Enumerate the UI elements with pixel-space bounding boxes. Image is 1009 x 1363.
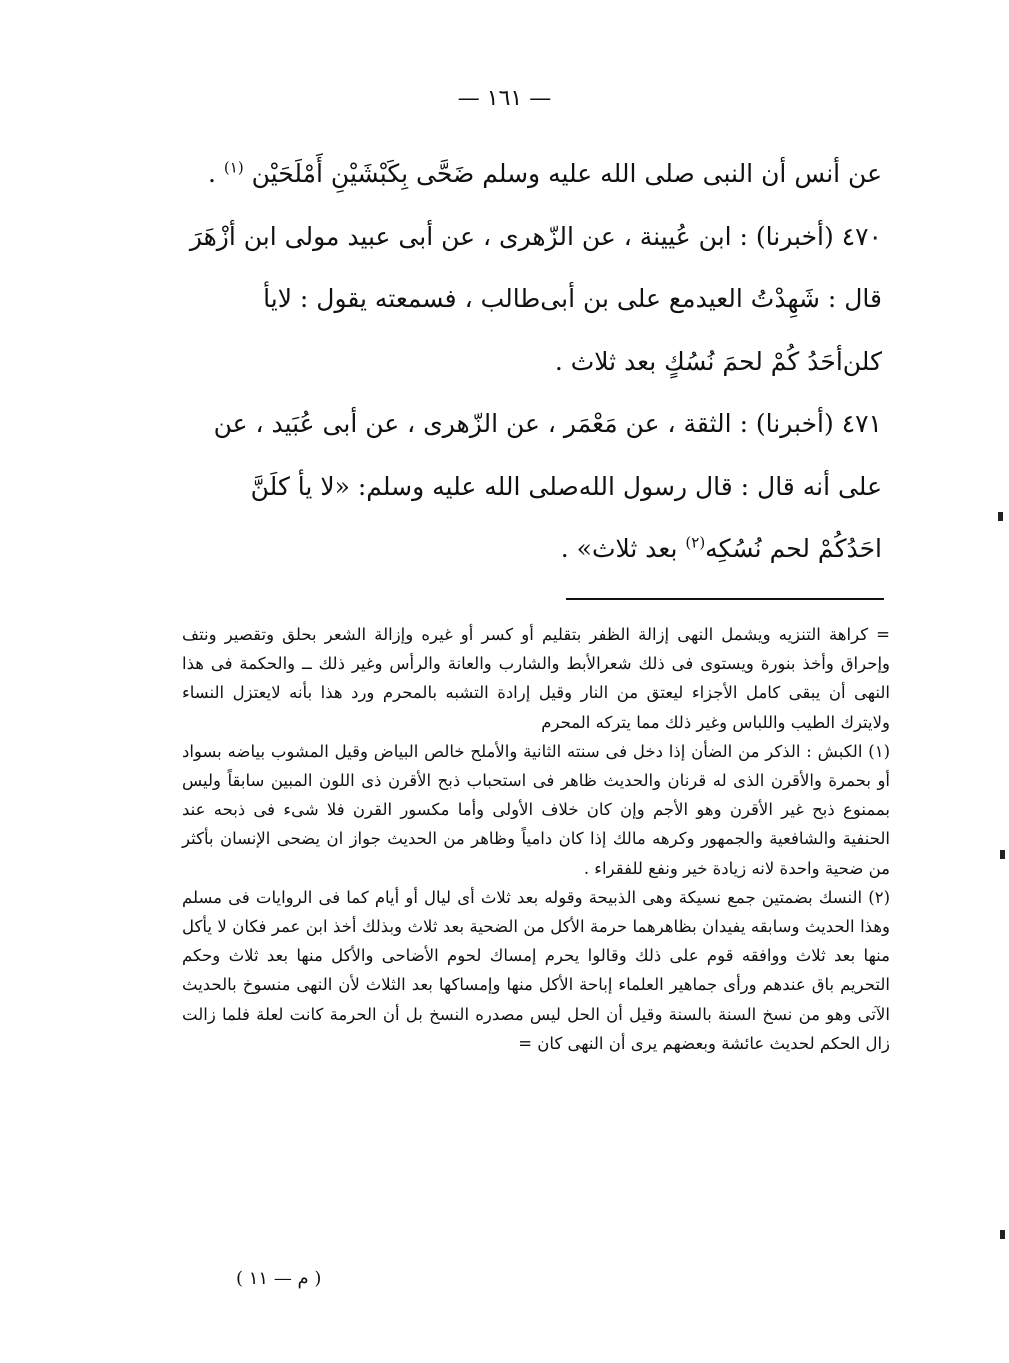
sentence-end: . — [208, 159, 216, 188]
hadith-471 — [182, 393, 882, 581]
footnotes — [182, 620, 890, 1058]
text-line-anas — [182, 143, 882, 206]
hadith-471-text: ٤٧١ (أخبرنا) : الثقة ، عن مَعْمَر ، عن الزّهرى ، عن أبى عُبَيد ، عن على أنه قال : قال رسول الله‌صلى الله عليه وسلم: «لا يأ كلَنَّ احَدُكُمْ لحم نُسُكِه — [213, 409, 882, 563]
anas-narration: عن أنس أن النبى صلى الله عليه وسلم ضَحَّى بِكَبْشَيْنِ أَمْلَحَيْن — [251, 159, 882, 188]
margin-mark — [1000, 1230, 1005, 1239]
hadith-470: ٤٧٠ (أخبرنا) : ابن عُيينة ، عن الزّهرى ، عن أبى عبيد مولى ابن أزْهَرَ قال : شَهِدْتُ العيدمع على بن أبى‌طالب ، فسمعته يقول : لايأ كلن‌أحَدُ كُمْ لحمَ نُسُكٍ بعد ثلاث . — [189, 221, 882, 376]
signature-mark: ( م — ١١ ) — [236, 1268, 322, 1289]
footnote-separator — [566, 598, 884, 600]
hadith-471-end: بعد ثلاث» . — [560, 534, 678, 563]
main-text — [182, 143, 882, 581]
footnote-marker-2: (٢) — [685, 533, 706, 552]
footnote-continuation: = كراهة التنزيه ويشمل النهى إزالة الظفر بتقليم أو كسر أو غيره وإزالة الشعر بحلق وتقصير ونتف وإحراق وأخذ بنورة ويستوى فى ذلك شعرالأبط والشارب والعانة والرأس وغير ذلك ــ والحكمة فى هذا النهى أن يبقى كامل الأجزاء ليعتق من النار وقيل إرادة التشبه بالمحرم ورد هذا بأنه لايعتزل النساء ولايترك الطيب واللباس وغير ذلك مما يتركه المحرم — [182, 625, 890, 732]
margin-mark — [1000, 850, 1005, 859]
page-number: — ١٦١ — — [457, 86, 552, 111]
footnote-2: (٢) النسك بضمتين جمع نسيكة وهى الذبيحة وقوله بعد ثلاث أى ليال أو أيام كما فى الروايات فى مسلم وهذا الحديث وسابقه يفيدان بظاهرهما حرمة الأكل من الضحية بعد ثلاث وبذلك أخذ ابن عمر فكان لا يأكل منها بعد ثلاث ووافقه قوم على ذلك وقالوا يحرم إمساك لحوم الأضاحى والأكل منها بعد ثلاث وحكم التحريم باق عندهم ورأى جماهير العلماء إباحة الأكل منها وإمساكها بعد الثلاث لأن النهى منسوخ بالحديث الآتى وهو من نسخ السنة بالسنة وقيل أن الحل ليس مصدره النسخ بل أن الحرمة كانت لعلة فلما زالت زال الحكم لحديث عائشة وبعضهم يرى أن النهى كان = — [182, 887, 890, 1053]
footnote-1: (١) الكبش : الذكر من الضأن إذا دخل فى سنته الثانية والأملح خالص البياض وقيل المشوب بياضه بسواد أو بحمرة والأقرن الذى له قرنان والحديث ظاهر فى استحباب ذبح الأقرن ذى اللون المبين سابقاً وليس بممنوع ذبح غير الأقرن وهو الأجم وإن كان خلاف الأولى وأما مكسور القرن فلا شىء فى ذبحه عند الحنفية والشافعية والجمهور وكرهه مالك إذا كان دامياً وظاهر من الحديث جواز ان يضحى الإنسان بأكثر من ضحية واحدة لانه زيادة خير ونفع للفقراء . — [182, 741, 890, 878]
margin-mark — [998, 512, 1003, 521]
footnote-marker-1: (١) — [223, 158, 244, 177]
